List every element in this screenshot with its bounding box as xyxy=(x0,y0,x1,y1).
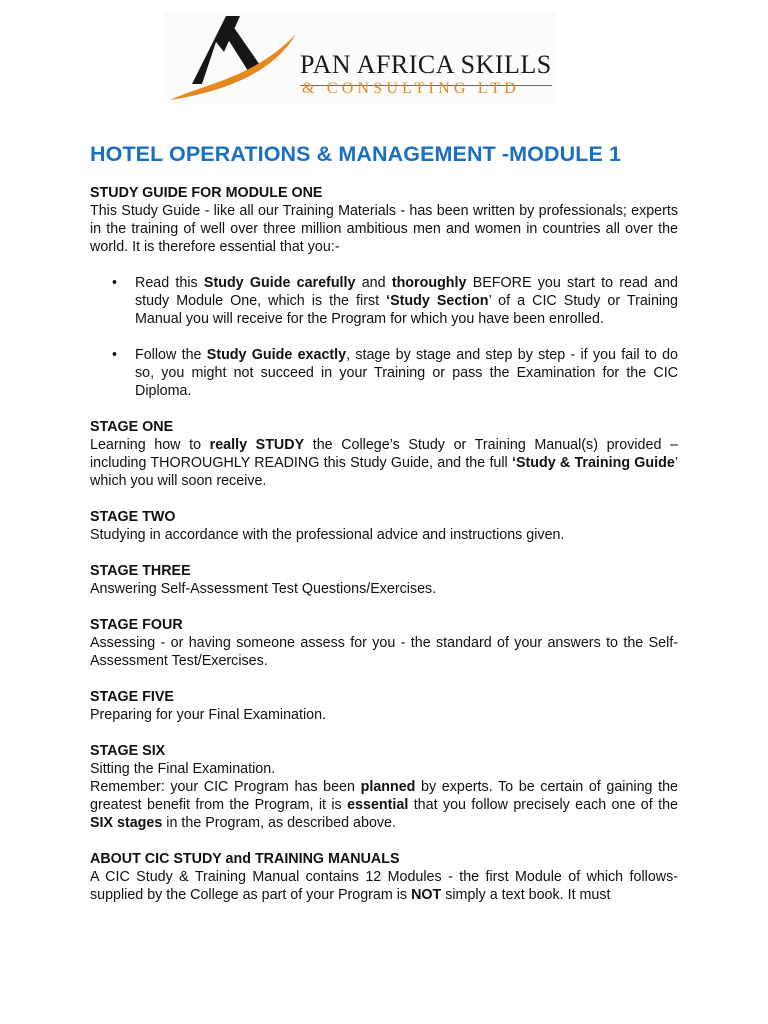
stage-six-heading: STAGE SIX xyxy=(90,743,166,759)
manuals-heading: ABOUT CIC STUDY and TRAINING MANUALS xyxy=(90,851,400,867)
logo-emblem-icon xyxy=(164,12,300,104)
stage-one-text: Learning how to really STUDY the College’s Study or Training Manual(s) provided – including THOROUGHLY READING this Study Guide, and the full ‘Study & Training Guide’ which you will soon receive. xyxy=(90,437,678,489)
study-guide-intro: This Study Guide - like all our Training Materials - has been written by professionals; experts in the training of well over three million ambitious men and women in countries all over the world. It is therefore essential that you:- xyxy=(90,203,678,255)
study-guide-heading: STUDY GUIDE FOR MODULE ONE xyxy=(90,185,323,201)
stage-five-text: Preparing for your Final Examination. xyxy=(90,707,327,723)
stage-two-heading: STAGE TWO xyxy=(90,509,176,525)
stage-three-heading: STAGE THREE xyxy=(90,563,191,579)
logo-company-subtitle: & CONSULTING LTD xyxy=(302,80,521,97)
stage-two-text: Studying in accordance with the professional advice and instructions given. xyxy=(90,527,565,543)
document-title: HOTEL OPERATIONS & MANAGEMENT -MODULE 1 xyxy=(90,142,622,166)
stage-one-heading: STAGE ONE xyxy=(90,419,174,435)
stage-three-text: Answering Self-Assessment Test Questions/Exercises. xyxy=(90,581,437,597)
company-logo xyxy=(164,12,556,104)
document-body xyxy=(90,184,678,904)
stage-four-text: Assessing - or having someone assess for you - the standard of your answers to the Self-Assessment Test/Exercises. xyxy=(90,635,678,669)
stage-four-heading: STAGE FOUR xyxy=(90,617,183,633)
study-guide-bullets xyxy=(90,274,678,400)
stage-six-remember: Remember: your CIC Program has been planned by experts. To be certain of gaining the greatest benefit from the Program, it is essential that you follow precisely each one of the SIX stages in the Program, as described above. xyxy=(90,779,679,831)
manuals-text: A CIC Study & Training Manual contains 12 Modules - the first Module of which follows- supplied by the College as part of your Program is NOT simply a text book. It must xyxy=(90,869,678,903)
bullet-read-guide: • Read this Study Guide carefully and thoroughly BEFORE you start to read and study Module One, which is the first ‘Study Section’ of a CIC Study or Training Manual you will receive for the Program for which you have been enrolled. xyxy=(90,274,678,328)
bullet-follow-guide: • Follow the Study Guide exactly, stage by stage and step by step - if you fail to do so, you might not succeed in your Training or pass the Examination for the CIC Diploma. xyxy=(90,346,678,400)
stage-six-line1: Sitting the Final Examination. xyxy=(90,761,276,777)
stage-five-heading: STAGE FIVE xyxy=(90,689,174,705)
logo-company-name: PAN AFRICA SKILLS xyxy=(300,50,552,79)
